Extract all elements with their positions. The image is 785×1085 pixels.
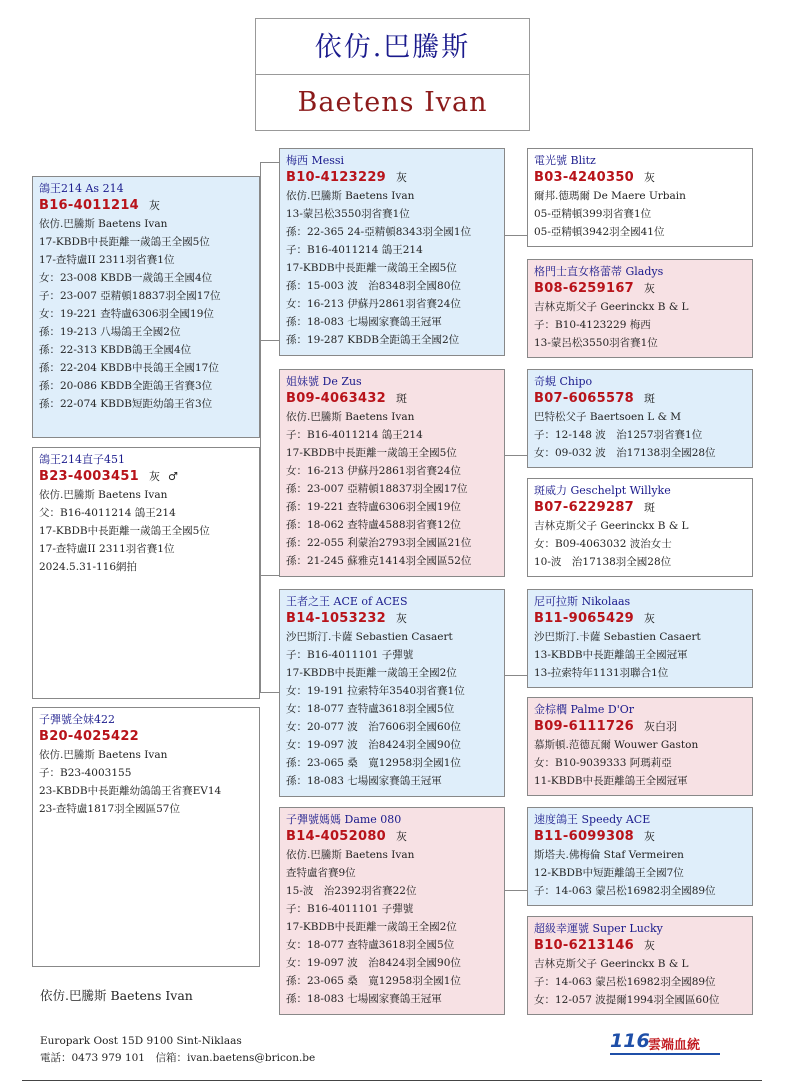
pigeon-color: 灰 [644,171,656,184]
record-line: 女：B10-9039333 阿瑪莉亞 [534,757,672,769]
record-line: 子：B16-4011214 鴿王214 [286,244,423,256]
record-line: 17-查特盧II 2311羽省賽1位 [39,543,175,555]
pigeon-name: 電光號 Blitz [534,154,596,167]
footer-phone-email: 電話：0473 979 101 信箱：ivan.baetens@bricon.be [40,1052,316,1064]
record-line: 查特盧省賽9位 [286,867,356,879]
record-line: 女：19-191 拉索特年3540羽省賽1位 [286,685,465,697]
connector-line [260,575,280,576]
record-line: 10-波 治17138羽全國28位 [534,556,672,568]
record-line: 沙巴斯汀.卡薩 Sebastien Casaert [286,631,453,643]
pigeon-color: 灰白羽 [644,720,678,733]
breeder-signature: 依仿.巴騰斯 Baetens Ivan [40,988,193,1003]
grandparent-card-dam-sire [279,589,505,797]
record-line: 孫：15-003 波 治8348羽全國80位 [286,280,461,292]
record-line: 23-查特盧1817羽全國區57位 [39,803,180,815]
record-line: 女：16-213 伊蘇丹2861羽省賽24位 [286,465,461,477]
ring-number: B11-9065429 [534,611,635,626]
record-line: 15-波 治2392羽省賽22位 [286,885,417,897]
record-line: 孫：18-062 查特盧4588羽省賽12位 [286,519,461,531]
pigeon-color: 斑 [396,392,408,405]
record-line: 17-KBDB中長距離一歲鴿王全國5位 [39,236,210,248]
record-line: 13-KBDB中長距離鴿王全國冠軍 [534,649,688,661]
pigeon-name: 王者之王 ACE of ACES [286,595,408,608]
record-line: 12-KBDB中短距離鴿王全國7位 [534,867,684,879]
record-line: 女：19-097 波 治8424羽全國90位 [286,739,461,751]
record-line: 依仿.巴騰斯 Baetens Ivan [286,849,415,861]
record-line: 17-KBDB中長距離一歲鴿王全國2位 [286,667,457,679]
pigeon-name: 奇蜆 Chipo [534,375,593,388]
ring-number: B09-6111726 [534,719,635,734]
connector-line [260,162,261,692]
pigeon-name: 超級幸運號 Super Lucky [534,922,663,935]
logo-text: 雲端血統 [648,1038,701,1053]
record-line: 依仿.巴騰斯 Baetens Ivan [39,218,168,230]
record-line: 17-查特盧II 2311羽省賽1位 [39,254,175,266]
record-line: 子：B16-4011101 子彈號 [286,649,414,661]
record-line: 孫：20-086 KBDB全距鴿王省賽3位 [39,380,213,392]
record-line: 女：23-008 KBDB一歲鴿王全國4位 [39,272,213,284]
pigeon-color: 灰 [396,171,408,184]
footer-address: Europark Oost 15D 9100 Sint-Niklaas [40,1035,242,1047]
record-line: 依仿.巴騰斯 Baetens Ivan [286,411,415,423]
great-grandparent-card [527,589,753,688]
record-line: 孫：23-065 桑 寛12958羽全國1位 [286,975,461,987]
pigeon-color: 斑 [644,392,656,405]
ring-number: B10-6213146 [534,938,635,953]
breeder-name-chinese: 依仿.巴騰斯 [256,19,529,75]
record-line: 女：20-077 波 治7606羽全國60位 [286,721,461,733]
connector-line [260,162,280,163]
connector-line [505,235,527,236]
record-line: 吉林克斯父子 Geerinckx B & L [534,958,689,970]
record-line: 17-KBDB中長距離一歲鴿王全國5位 [39,525,210,537]
pigeon-name: 鴿王214直子451 [39,453,125,466]
great-grandparent-card [527,916,753,1015]
great-grandparent-card [527,478,753,577]
great-grandparent-card [527,259,753,358]
ring-number: B20-4025422 [39,729,140,744]
dam-card [32,707,260,967]
pigeon-color: 灰 [644,939,656,952]
ring-number: B08-6259167 [534,281,635,296]
great-grandparent-card [527,369,753,468]
connector-line [505,455,527,456]
record-line: 17-KBDB中長距離一歲鴿王全國2位 [286,921,457,933]
ring-number: B03-4240350 [534,170,635,185]
ring-number: B23-4003451 [39,469,140,484]
ring-number: B14-1053232 [286,611,387,626]
record-line: 子：14-063 蒙呂松16982羽全國89位 [534,885,716,897]
male-symbol-icon: ♂ [168,470,179,483]
record-line: 孫：22-074 KBDB短距幼鴿王省3位 [39,398,213,410]
record-line: 子：23-007 亞精頓18837羽全國17位 [39,290,221,302]
record-line: 孫：19-221 查特盧6306羽全國19位 [286,501,461,513]
ring-number: B11-6099308 [534,829,635,844]
record-line: 子：B23-4003155 [39,767,132,779]
pigeon-name: 斑威力 Geschelpt Willyke [534,484,671,497]
great-grandparent-card [527,697,753,796]
pigeon-name: 速度鴿王 Speedy ACE [534,813,651,826]
record-line: 孫：22-313 KBDB鴿王全國4位 [39,344,192,356]
record-line: 孫：23-007 亞精頓18837羽全國17位 [286,483,468,495]
record-line: 17-KBDB中長距離一歲鴿王全國5位 [286,262,457,274]
record-line: 孫：18-083 七場國家賽鴿王冠軍 [286,316,442,328]
subject-card [32,447,260,699]
record-line: 孫：23-065 桑 寛12958羽全國1位 [286,757,461,769]
pigeon-name: 金棕櫚 Palme D'Or [534,703,635,716]
record-line: 沙巴斯汀.卡薩 Sebastien Casaert [534,631,701,643]
record-line: 女：19-221 查特盧6306羽全國19位 [39,308,214,320]
ring-number: B10-4123229 [286,170,387,185]
connector-line [505,890,527,891]
record-line: 孫：18-083 七場國家賽鴿王冠軍 [286,775,442,787]
record-line: 子：B10-4123229 梅西 [534,319,651,331]
connector-line [260,340,280,341]
pigeon-name: 鴿王214 As 214 [39,182,124,195]
ring-number: B09-4063432 [286,391,387,406]
pigeon-name: 梅西 Messi [286,154,345,167]
bottom-divider [22,1080,762,1081]
brand-logo [610,1030,722,1056]
pigeon-name: 尼可拉斯 Nikolaas [534,595,631,608]
record-line: 慕斯頓.范德瓦爾 Wouwer Gaston [534,739,699,751]
record-line: 孫：22-055 利蒙治2793羽全國區21位 [286,537,472,549]
record-line: 女：12-057 波提爾1994羽全國區60位 [534,994,720,1006]
record-line: 巴特松父子 Baertsoen L & M [534,411,682,423]
record-line: 女：16-213 伊蘇丹2861羽省賽24位 [286,298,461,310]
connector-line [260,692,280,693]
pigeon-name: 姐妹號 De Zus [286,375,362,388]
pigeon-name: 子彈號媽媽 Dame 080 [286,813,402,826]
record-line: 吉林克斯父子 Geerinckx B & L [534,520,689,532]
ring-number: B07-6229287 [534,500,635,515]
record-line: 女：B09-4063032 波治女士 [534,538,672,550]
record-line: 子：14-063 蒙呂松16982羽全國89位 [534,976,716,988]
pigeon-name: 格門士直女格蕾蒂 Gladys [534,265,664,278]
record-line: 依仿.巴騰斯 Baetens Ivan [286,190,415,202]
ring-number: B07-6065578 [534,391,635,406]
record-line: 13-蒙呂松3550羽省賽1位 [534,337,658,349]
pigeon-color: 灰 [396,830,408,843]
breeder-name-english: Baetens Ivan [297,87,488,118]
record-line: 女：18-077 查特盧3618羽全國5位 [286,703,455,715]
great-grandparent-card [527,807,753,906]
record-line: 孫：19-213 八場鴿王全國2位 [39,326,181,338]
record-line: 子：B16-4011214 鴿王214 [286,429,423,441]
record-line: 05-亞精頓3942羽全國41位 [534,226,665,238]
grandparent-card-sire-dam [279,369,505,577]
ring-number: B14-4052080 [286,829,387,844]
record-line: 23-KBDB中長距離幼鴿鴿王省賽EV14 [39,785,222,797]
record-line: 孫：18-083 七場國家賽鴿王冠軍 [286,993,442,1005]
record-line: 2024.5.31-116網拍 [39,561,138,573]
grandparent-card-dam-dam [279,807,505,1015]
record-line: 孫：22-365 24-亞精頓8343羽全國1位 [286,226,472,238]
record-line: 17-KBDB中長距離一歲鴿王全國5位 [286,447,457,459]
great-grandparent-card [527,148,753,247]
record-line: 11-KBDB中長距離鴿王全國冠軍 [534,775,688,787]
record-line: 爾邦.德瑪爾 De Maere Urbain [534,190,686,202]
record-line: 子：12-148 波 治1257羽省賽1位 [534,429,703,441]
record-line: 女：19-097 波 治8424羽全國90位 [286,957,461,969]
record-line: 子：B16-4011101 子彈號 [286,903,414,915]
record-line: 女：18-077 查特盧3618羽全國5位 [286,939,455,951]
record-line: 孫：22-204 KBDB中長鴿王全國17位 [39,362,219,374]
logo-number: 116 [610,1030,650,1052]
record-line: 吉林克斯父子 Geerinckx B & L [534,301,689,313]
pigeon-color: 灰 [149,470,161,483]
pigeon-color: 灰 [644,612,656,625]
connector-line [505,675,527,676]
record-line: 依仿.巴騰斯 Baetens Ivan [39,749,168,761]
record-line: 05-亞精頓399羽省賽1位 [534,208,652,220]
footer-contact [40,1033,315,1067]
pigeon-name: 子彈號全妹422 [39,713,115,726]
sire-card [32,176,260,438]
record-line: 孫：19-287 KBDB全距鴿王全國2位 [286,334,460,346]
pigeon-color: 斑 [644,501,656,514]
record-line: 13-蒙呂松3550羽省賽1位 [286,208,410,220]
grandparent-card-sire-sire [279,148,505,356]
logo-underline [610,1053,720,1055]
record-line: 孫：21-245 蘇雅克1414羽全國區52位 [286,555,472,567]
record-line: 13-拉索特年1131羽聯合1位 [534,667,669,679]
record-line: 女：09-032 波 治17138羽全國28位 [534,447,716,459]
record-line: 依仿.巴騰斯 Baetens Ivan [39,489,168,501]
ring-number: B16-4011214 [39,198,140,213]
pigeon-color: 灰 [149,199,161,212]
pigeon-color: 灰 [396,612,408,625]
record-line: 斯塔夫.佛梅倫 Staf Vermeiren [534,849,684,861]
record-line: 父：B16-4011214 鴿王214 [39,507,176,519]
pigeon-color: 灰 [644,282,656,295]
pigeon-color: 灰 [644,830,656,843]
title-box [255,18,530,131]
